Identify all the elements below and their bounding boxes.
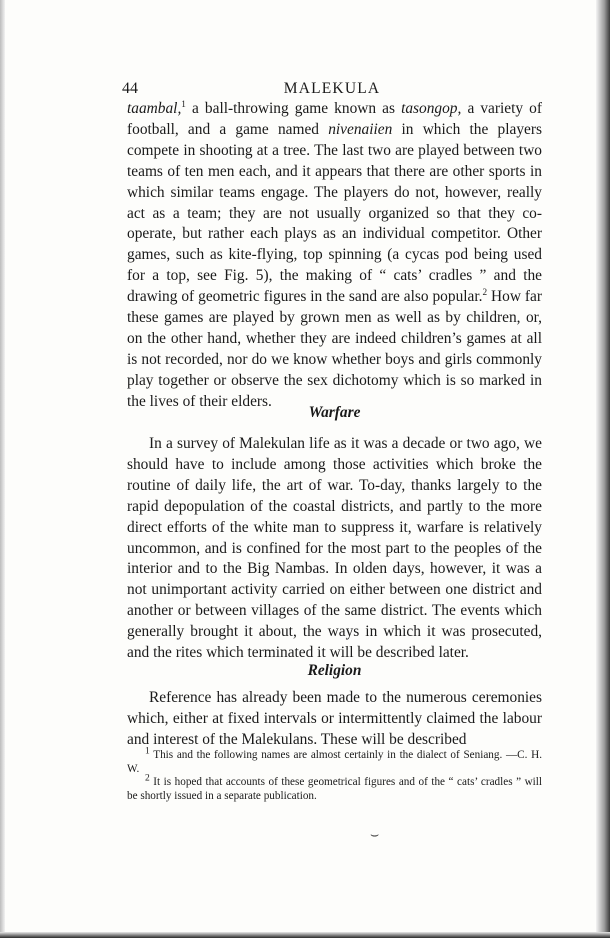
page-right-edge [596, 0, 610, 938]
page-bottom-edge [0, 932, 610, 938]
footnote-1-mark: 1 [145, 746, 150, 757]
footnote-ref-2: 2 [482, 287, 488, 298]
footnote-1 [127, 746, 542, 776]
paragraph-games-text-2: a variety of football, and a game named [127, 100, 542, 138]
paragraph-religion: Reference has already been made to the numerous ceremonies which, either at fixed intervals or intermittently claimed the labour and interest of the Malekulans. These will be described [127, 689, 542, 748]
footnotes [127, 746, 542, 803]
running-title: MALEKULA [283, 80, 381, 97]
term-nivenaiien: nivenaiien [328, 120, 393, 138]
footnote-2-text: It is hoped that accounts of these geometrical figures and of the “ cats’ cradles ” will be shortly issued in a separate publication. [127, 776, 542, 802]
paragraph-games [127, 99, 542, 413]
page-left-edge [0, 0, 5, 938]
page-number: 44 [122, 80, 138, 97]
footnote-1-text: This and the following names are almost certainly in the dialect of Seniang. —C. H. W. [127, 749, 542, 775]
paragraph-warfare: In a survey of Malekulan life as it was a decade or two ago, we should have to include among those activities which broke the routine of daily life, the art of war. To-day, thanks largely to the rapid depopulation of the coastal districts, and partly to the more direct efforts of the white man to suppress it, warfare is relatively uncommon, and is confined for the most part to the peoples of the interior and to the Big Nambas. In olden days, however, it was a not unimportant activity carried on either between one district and another or between villages of the same district. The events which generally brought it about, the ways in which it was prosecuted, and the rites which terminated it will be described later. [127, 435, 542, 662]
printer-mark: ⌣ [370, 828, 380, 843]
paragraph-games-text-1: a ball-throwing game known as [185, 100, 402, 117]
heading-religion: Religion [307, 662, 362, 679]
term-tasongop: tasongop, [401, 100, 462, 117]
heading-warfare: Warfare [308, 404, 361, 421]
footnote-ref-1: 1 [181, 98, 186, 109]
footnote-2-mark: 2 [145, 773, 150, 784]
paragraph-games-text-3: in which the players compete in shooting at a tree. The last two are played between two teams of ten men each, and it appears that there are other sports in which similar teams engage. The players do not, however, really act as a team; they are not usually organized so that they co-operate, but rather each plays as an individual competitor. Other games, such as kite-flying, top spinning (a cycas pod being used for a top, see Fig. 5), the making of “ cats’ cradles ” and the drawing of geometric figures in the sand are also popular. [127, 120, 542, 306]
paragraph-games-text-4: How far these games are played by grown men as well as by children, or, on the other hand, whether they are indeed children’s games at all is not recorded, nor do we know whether boys and girls commonly play together or observe the sex dichotomy which is so marked in the lives of their elders. [127, 288, 542, 410]
footnote-2 [127, 773, 542, 803]
term-taambal: taambal, [127, 100, 182, 117]
